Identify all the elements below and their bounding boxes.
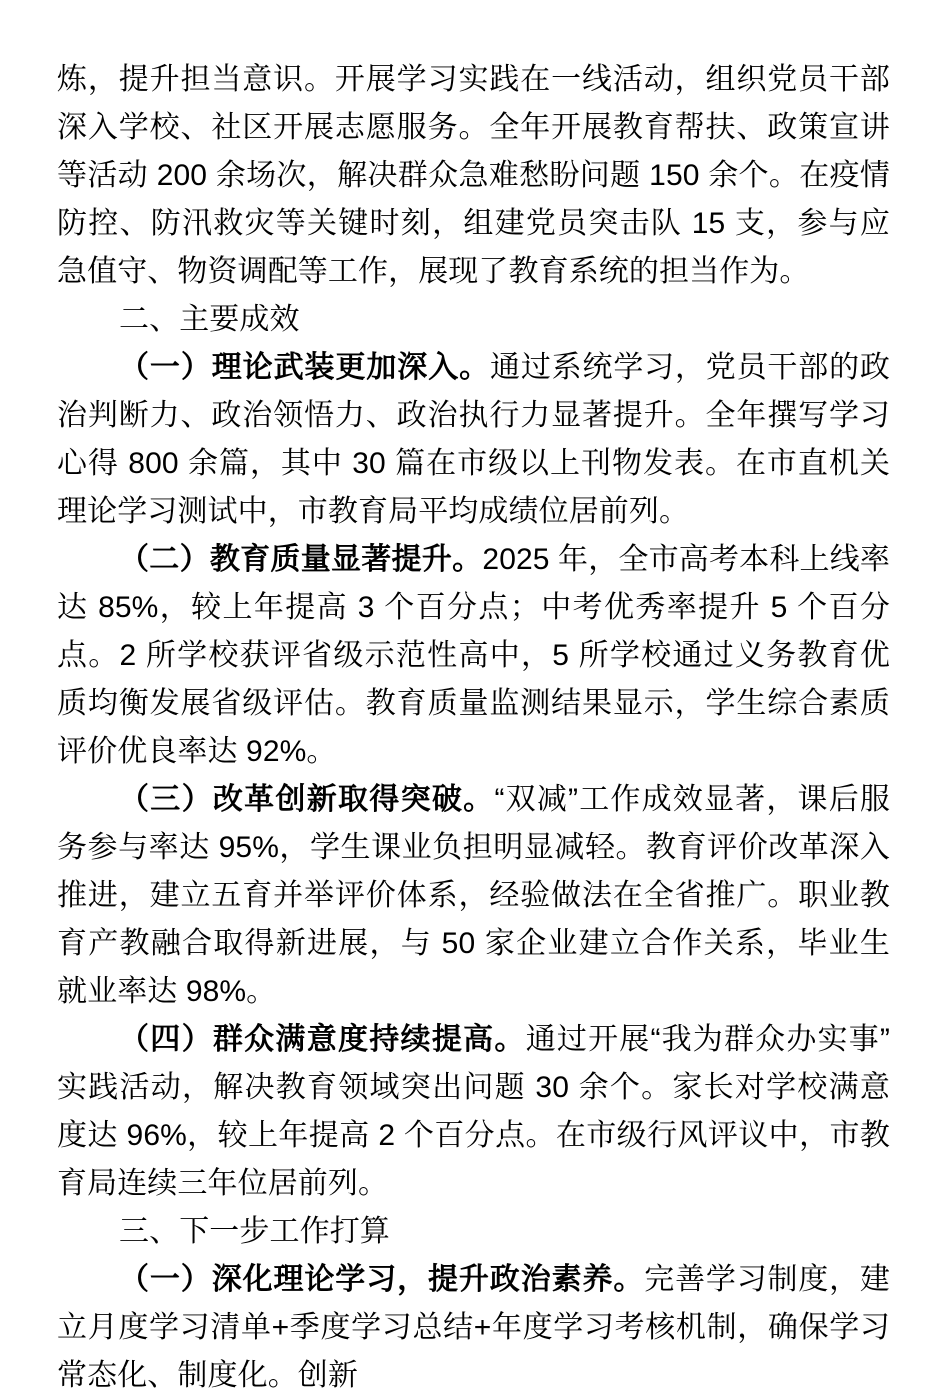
section-2-4-text: 通过开展“我为群众办实事”实践活动，解决教育领域突出问题 30 余个。家长对学校满意度达 96%，较上年提高 2 个百分点。在市级行风评议中，市教育局连续三年位居前列。 <box>57 1023 890 1200</box>
section-2-1-lead: （一）理论武装更加深入。 <box>119 351 491 384</box>
section-2-4 <box>57 1016 890 1208</box>
section-2-3-text: “双减”工作成效显著，课后服务参与率达 95%，学生课业负担明显减轻。教育评价改革深入推进，建立五育并举评价体系，经验做法在全省推广。职业教育产教融合取得新进展，与 50 家企业建立合作关系，毕业生就业率达 98%。 <box>57 783 890 1008</box>
section-2-2-text: 2025 年，全市高考本科上线率达 85%，较上年提高 3 个百分点；中考优秀率提升 5 个百分点。2 所学校获评省级示范性高中，5 所学校通过义务教育优质均衡发展省级评估。教育质量监测结果显示，学生综合素质评价优良率达 92%。 <box>57 543 890 768</box>
section-2-1 <box>57 344 890 536</box>
section-2-3-lead: （三）改革创新取得突破。 <box>119 783 495 816</box>
section-3-1-lead: （一）深化理论学习，提升政治素养。 <box>119 1263 645 1296</box>
document-body <box>57 56 890 1400</box>
heading-section-three: 三、下一步工作打算 <box>119 1215 390 1248</box>
section-2-2 <box>57 536 890 776</box>
section-2-4-lead: （四）群众满意度持续提高。 <box>119 1023 526 1056</box>
heading-section-two: 二、主要成效 <box>119 303 300 336</box>
paragraph-continued: 炼，提升担当意识。开展学习实践在一线活动，组织党员干部深入学校、社区开展志愿服务。全年开展教育帮扶、政策宣讲等活动 200 余场次，解决群众急难愁盼问题 150 余个。在疫情防控、防汛救灾等关键时刻，组建党员突击队 15 支，参与应急值守、物资调配等工作，展现了教育系统的担当作为。 <box>57 63 890 288</box>
section-2-3 <box>57 776 890 1016</box>
section-3-1 <box>57 1256 890 1400</box>
section-2-2-lead: （二）教育质量显著提升。 <box>119 543 483 576</box>
section-3-1-text: 完善学习制度，建立月度学习清单+季度学习总结+年度学习考核机制，确保学习常态化、制度化。创新 <box>57 1263 890 1392</box>
section-2-1-text: 通过系统学习，党员干部的政治判断力、政治领悟力、政治执行力显著提升。全年撰写学习心得 800 余篇，其中 30 篇在市级以上刊物发表。在市直机关理论学习测试中，市教育局平均成绩位居前列。 <box>57 351 890 528</box>
